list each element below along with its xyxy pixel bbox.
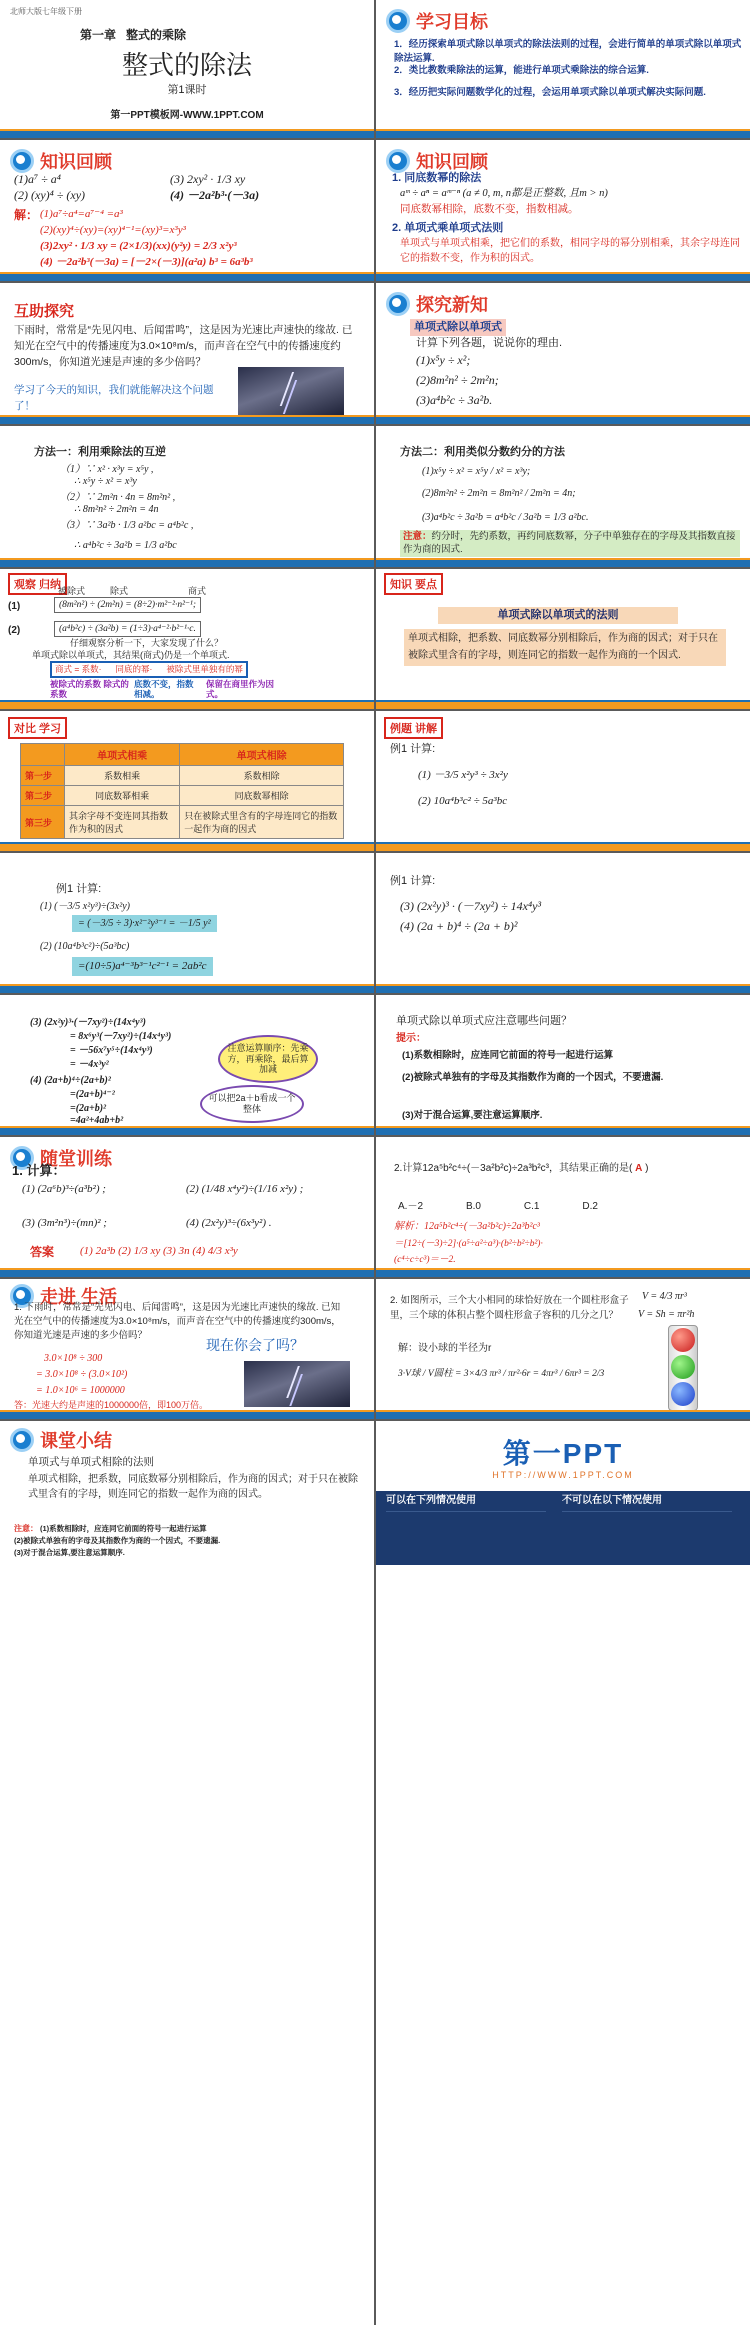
practice-2: (2) (1/48 x⁴y²)÷(1/16 x²y) ; xyxy=(186,1183,304,1195)
slide-bar xyxy=(0,842,374,851)
summary-note-2: (2)被除式单独有的字母及其指数作为商的一个因式，不要遗漏. xyxy=(14,1536,221,1545)
slide-title: 整式的除法 xyxy=(121,51,252,80)
hint-label: 提示： xyxy=(396,1033,426,1044)
bullet-icon xyxy=(10,1428,34,1452)
review-slide xyxy=(0,140,374,281)
blue-ball xyxy=(671,1382,695,1406)
review-heading: 知识回顾 xyxy=(10,148,112,174)
method-1-slide xyxy=(0,426,374,567)
row-5 xyxy=(0,569,750,710)
solution-line-3: (c⁴÷c÷c³)＝－2. xyxy=(394,1255,456,1265)
practice-slide xyxy=(0,1137,374,1277)
div-step-3: 只在被除式里含有的字母连同它的指数一起作为商的因式 xyxy=(180,806,344,839)
example-label: 例1 计算: xyxy=(56,883,102,895)
m2-line-2: (2)8m²n² ÷ 2m²n = 8m²n² / 2m²n = 4n; xyxy=(422,488,576,499)
mul-step-3: 其余字母不变连同其指数作为积的因式 xyxy=(65,806,180,839)
attention-2: (2)被除式单独有的字母及其指数作为商的一个因式，不要遗漏. xyxy=(402,1072,664,1083)
practice-heading: 随堂训练 xyxy=(10,1145,112,1171)
task-3: (3)a⁴b²c ÷ 3a²b. xyxy=(416,393,493,407)
example-label: 例1 计算: xyxy=(390,875,436,887)
practice-answers: (1) 2a³b (2) 1/3 xy (3) 3n (4) 4/3 x³y xyxy=(80,1245,238,1257)
solve-label: 解： xyxy=(14,208,39,222)
explore-new-heading: 探究新知 xyxy=(386,291,488,317)
slide-bar xyxy=(0,700,374,709)
slide-bar xyxy=(0,1268,374,1277)
example-label: 例1 计算: xyxy=(390,743,436,755)
ball-solution: 解：设小球的半径为r xyxy=(398,1343,492,1354)
brand-logo: 第一PPT xyxy=(502,1438,624,1469)
key-point-slide xyxy=(376,569,750,709)
slide-bar xyxy=(0,129,374,138)
order-note-cloud: 注意运算顺序：先乘方，再乘除，最后算加减 xyxy=(218,1035,318,1083)
publisher: 北师大版七年级下册 xyxy=(10,7,82,16)
cylinder-image xyxy=(668,1325,698,1411)
dividend-header: 被除式 xyxy=(58,586,86,596)
choice-b[interactable]: B.0 xyxy=(465,1201,481,1212)
slide-bar xyxy=(376,842,750,851)
usage-panel xyxy=(376,1491,750,1565)
observe-slide xyxy=(0,569,374,709)
slide-bar xyxy=(0,1126,374,1135)
attention-3: (3)对于混合运算,要注意运算顺序. xyxy=(402,1110,543,1121)
row-10 xyxy=(0,1279,750,1420)
can-use-list xyxy=(386,1511,546,1561)
can-use-title: 可以在下列情况使用 xyxy=(386,1495,476,1506)
solution-line-2: ＝[12÷(－3)÷2]·(a⁵÷a²÷a³)·(b²÷b²÷b²)· xyxy=(394,1239,543,1249)
rule-1-title: 1. 同底数幂的除法 xyxy=(392,172,482,184)
example-slide xyxy=(376,711,750,851)
slide-bar xyxy=(376,1410,750,1419)
summary-note-1: (1)系数相除时，应连同它前面的符号一起进行运算 xyxy=(40,1524,207,1533)
calc-line-2: = 3.0×10⁸ ÷ (3.0×10²) xyxy=(36,1369,128,1380)
goals-slide xyxy=(376,0,750,138)
example-solution-slide xyxy=(0,853,374,993)
example-1: (1) (－3/5 x²y³)÷(3x²y) xyxy=(40,901,130,912)
slide-bar xyxy=(376,415,750,424)
m2-line-3: (3)a⁴b²c ÷ 3a²b = a⁴b²c / 3a²b = 1/3 a²bc. xyxy=(422,512,589,523)
row-11 xyxy=(0,1421,750,2325)
life-answer: 答：光速大约是声速的1000000倍，即100万倍。 xyxy=(14,1400,209,1410)
step-3b: = －56x⁷y⁵÷(14x⁴y³) xyxy=(70,1045,153,1056)
rule-title: 单项式除以单项式的法则 xyxy=(438,607,678,624)
explore-hint: 学习了今天的知识，我们就能解决这个问题了！ xyxy=(14,384,214,412)
goal-1: 1．经历探索单项式除以单项式的除法法则的过程，会进行简单的单项式除以单项式除法运算. xyxy=(394,39,742,65)
method-2-title: 方法二：利用类似分数约分的方法 xyxy=(400,446,565,458)
quotient-header: 商式 xyxy=(188,586,207,596)
quotient-rule: 单项式除以单项式，其结果(商式)仍是一个单项式. xyxy=(32,650,230,660)
slide-bar xyxy=(0,984,374,993)
practice-label: 1. 计算： xyxy=(12,1163,66,1178)
cannot-use-list xyxy=(562,1511,732,1561)
div-step-1: 系数相除 xyxy=(180,766,344,786)
question-1: (1)a⁷ ÷ a⁴ xyxy=(14,172,61,186)
cannot-use-title: 不可以在以下情况使用 xyxy=(562,1495,662,1506)
slide-bar xyxy=(0,415,374,424)
observe-row-2: (a⁴b²c) ÷ (3a²b) = (1÷3)·a⁴⁻²·b²⁻¹·c. xyxy=(54,621,201,637)
step-4c: =4a²+4ab+b² xyxy=(70,1115,124,1126)
lightning-image xyxy=(238,367,344,415)
ball-problem-slide xyxy=(376,1279,750,1419)
ball-calc: 3·V球 / V圆柱 = 3×4/3 πr³ / πr²·6r = 4πr³ / 6πr³ = 2/3 xyxy=(398,1369,605,1379)
m1-line-1b: ∴ x⁵y ÷ x² = x³y xyxy=(74,476,137,487)
example-tag: 例题 讲解 xyxy=(384,717,443,739)
mul-step-1: 系数相乘 xyxy=(65,766,180,786)
explore-question: 下雨时，常常是“先见闪电、后闻雷鸣”，这是因为光速比声速快的缘故. 已知光在空气中的传播速度为3.0×10⁸m/s，而声音在空气中的传播速度约300m/s，你知道光速是声速的多少倍吗？ xyxy=(14,324,353,368)
new-knowledge-slide xyxy=(376,283,750,424)
step-2: 第二步 xyxy=(21,786,65,806)
row-8 xyxy=(0,995,750,1136)
compare-table xyxy=(20,743,344,839)
step-1: 第一步 xyxy=(21,766,65,786)
question-4: (4) －2a²b³·(－3a) xyxy=(170,188,260,202)
step-4b: =(2a+b)² xyxy=(70,1103,107,1114)
choice-list xyxy=(398,1199,598,1214)
slide-bar xyxy=(376,700,750,709)
power-formula: aᵐ ÷ aⁿ = aᵐ⁻ⁿ (a ≠ 0, m, n都是正整数, 且m > n) xyxy=(400,188,608,199)
compare-tag: 对比 学习 xyxy=(8,717,67,739)
example-3: (3) (2x²y)³ · (－7xy²) ÷ 14x⁴y³ xyxy=(400,899,542,913)
answer-label: 答案 xyxy=(30,1245,55,1259)
slide-bar xyxy=(376,272,750,281)
slide-bar xyxy=(376,129,750,138)
step-4a: =(2a+b)⁴⁻² xyxy=(70,1089,115,1100)
practice-3: (3) (3m²n³)÷(mn)² ; xyxy=(22,1217,107,1229)
answer-3: (3)2xy² · 1/3 xy = (2×1/3)(xx)(y²y) = 2/3 x²y³ xyxy=(40,240,237,252)
slide-bar xyxy=(0,1410,374,1419)
solution-line-1: 解析：12a⁵b²c⁴÷(－3a²b²c)÷2a³b²c³ xyxy=(394,1221,540,1232)
m1-line-2: （2）∵ 2m²n · 4n = 8m²n² , xyxy=(60,492,176,503)
question-3: (3) 2xy² · 1/3 xy xyxy=(170,172,246,186)
rule-1-text: 同底数幂相除，底数不变，指数相减。 xyxy=(400,203,579,215)
life-heading: 走进 生活 xyxy=(10,1283,117,1309)
goal-2: 2．类比教数乘除法的运算，能进行单项式乘除法的综合运算. xyxy=(394,65,649,76)
ball-question: 2. 如图所示，三个大小相同的球恰好放在一个圆柱形盒子里，三个球的体积占整个圆柱形盒子容积的几分之几？ xyxy=(390,1295,629,1322)
summary-heading: 课堂小结 xyxy=(10,1427,112,1453)
compare-slide xyxy=(0,711,374,851)
task-prompt: 计算下列各题，说说你的理由. xyxy=(416,337,563,349)
m1-line-3b: ∴ a⁴b²c ÷ 3a²b = 1/3 a²bc xyxy=(74,540,177,551)
example-3: (3) (2x²y)³·(－7xy²)÷(14x⁴y³) xyxy=(30,1017,146,1028)
example-2: (2) 10a⁴b³c² ÷ 5a³bc xyxy=(418,795,508,807)
mul-header: 单项式相乘 xyxy=(65,744,180,766)
attention-1: (1)系数相除时，应连同它前面的符号一起进行运算 xyxy=(402,1050,614,1061)
slide-bar xyxy=(0,558,374,567)
summary-subtitle: 单项式与单项式相除的法则 xyxy=(28,1456,154,1468)
method-1-title: 方法一：利用乘除法的互逆 xyxy=(34,446,166,458)
attention-question: 单项式除以单项式应注意哪些问题？ xyxy=(396,1015,572,1027)
answer-4: (4) －2a²b³(－3a) = [－2×(－3)](a²a) b³ = 6a³b³ xyxy=(40,256,253,268)
cylinder-volume: V = Sh = πr²h xyxy=(638,1309,695,1320)
solution-1: = (－3/5 ÷ 3)·x²⁻²y³⁻¹ = －1/5 y² xyxy=(72,915,217,932)
practice-2-question: 2.计算12a⁵b²c⁴÷(－3a²b²c)÷2a³b²c³，其结果正确的是( A ) xyxy=(394,1163,649,1174)
think-prompt: 仔细观察分析一下，大家发现了什么？ xyxy=(70,638,224,648)
slide-bar xyxy=(376,1268,750,1277)
slide-bar xyxy=(376,1126,750,1135)
div-header: 单项式相除 xyxy=(180,744,344,766)
task-2: (2)8m²n² ÷ 2m²n; xyxy=(416,373,499,387)
row-3 xyxy=(0,283,750,425)
step-3: 第三步 xyxy=(21,806,65,839)
summary-rule: 单项式相除，把系数，同底数幂分别相除后，作为商的因式；对于只在被除式里含有的字母，则连同它的指数一起作为商的因式。 xyxy=(28,1474,358,1500)
summary-note-label: 注意： xyxy=(14,1524,38,1533)
key-point-tag: 知识 要点 xyxy=(384,573,443,595)
title-slide xyxy=(0,0,374,138)
example-4: (4) (2a+b)⁴÷(2a+b)² xyxy=(30,1075,111,1086)
m1-line-2b: ∴ 8m²n² ÷ 2m²n = 4n xyxy=(74,504,159,515)
observe-tag: 观察 归纳 xyxy=(8,573,67,595)
choice-a[interactable]: A.－2 xyxy=(398,1201,424,1212)
green-ball xyxy=(671,1355,695,1379)
example-continued-slide xyxy=(376,853,750,993)
observe-row-1: (8m²n²) ÷ (2m²n) = (8÷2)·m²⁻²·n²⁻¹; xyxy=(54,597,201,613)
rule-2-text: 单项式与单项式相乘，把它们的系数，相同字母的幂分别相乘，其余字母连同它的指数不变，作为积的因式。 xyxy=(400,238,740,264)
summary-slide xyxy=(0,1421,374,1565)
calc-line-3: = 1.0×10⁶ = 1000000 xyxy=(36,1385,125,1396)
attention-slide xyxy=(376,995,750,1135)
example-1: (1) －3/5 x²y³ ÷ 3x²y xyxy=(418,769,508,781)
footer-text: 第一PPT模板网-WWW.1PPT.COM xyxy=(110,110,264,121)
divisor-header: 除式 xyxy=(110,586,129,596)
row-4 xyxy=(0,426,750,568)
review-rules-slide xyxy=(376,140,750,281)
step-3a: = 8x⁶y³(－7xy²)÷(14x⁴y³) xyxy=(70,1031,172,1042)
single-note: 保留在商里作为因式。 xyxy=(206,679,275,700)
answer-1: (1)a⁷÷a⁴=a⁷⁻⁴ =a³ xyxy=(40,208,123,220)
rule-text: 单项式相除，把系数、同底数幂分别相除后，作为商的因式；对于只在被除式里含有的字母，则连同它的指数一起作为商的一个因式. xyxy=(404,629,726,666)
slide-bar xyxy=(0,272,374,281)
now-can-you: 现在你会了吗？ xyxy=(206,1337,304,1353)
chapter-label: 第一章 整式的乘除 xyxy=(80,28,187,42)
div-step-2: 同底数幂相除 xyxy=(180,786,344,806)
bullet-icon xyxy=(386,292,410,316)
choice-d[interactable]: D.2 xyxy=(582,1201,598,1212)
life-question: 1. 下雨时，常常是“先见闪电、后闻雷鸣”，这是因为光速比声速快的缘故. 已知光在空气中的传播速度为3.0×10⁸m/s，而声音在空气中的传播速度约300m/s，你知道光速是声速的多少倍吗？ xyxy=(14,1302,341,1341)
coef-note: 被除式的系数 除式的系数 xyxy=(50,679,129,700)
explore-heading: 互助探究 xyxy=(14,303,75,320)
step-3c: = －4x³y² xyxy=(70,1059,109,1070)
goal-3: 3．经历把实际问题数学化的过程，会运用单项式除以单项式解决实际问题. xyxy=(394,87,706,98)
row-label-1: (1) xyxy=(8,601,21,612)
m1-line-3: （3）∵ 3a²b · 1/3 a²bc = a⁴b²c , xyxy=(60,520,194,531)
summary-note-3: (3)对于混合运算,要注意运算顺序. xyxy=(14,1548,125,1557)
brand-slide xyxy=(376,1421,750,1565)
quotient-formula: 商式 = 系数· 同底的幂· 被除式里单独有的幂 xyxy=(50,661,248,678)
brand-url[interactable]: HTTP://WWW.1PPT.COM xyxy=(492,1470,634,1480)
goals-heading: 学习目标 xyxy=(386,8,488,34)
example-4: (4) (2a + b)⁴ ÷ (2a + b)² xyxy=(400,919,518,933)
question-2: (2) (xy)⁴ ÷ (xy) xyxy=(14,188,86,202)
practice-4: (4) (2x²y)³÷(6x³y²) . xyxy=(186,1217,272,1229)
lightning-image xyxy=(244,1361,350,1407)
row-2 xyxy=(0,140,750,282)
lesson-label: 第1课时 xyxy=(167,84,207,96)
mul-step-2: 同底数幂相乘 xyxy=(65,786,180,806)
row-label-2: (2) xyxy=(8,625,21,636)
slide-bar xyxy=(376,558,750,567)
m2-line-1: (1)x⁵y ÷ x² = x⁵y / x² = x³y; xyxy=(422,466,531,477)
explore-slide xyxy=(0,283,374,424)
method-2-note: 注意：约分时，先约系数，再约同底数幂，分子中单独存在的字母及其指数直接作为商的因式. xyxy=(400,530,740,557)
slide-bar xyxy=(376,984,750,993)
method-2-slide xyxy=(376,426,750,567)
topic-badge: 单项式除以单项式 xyxy=(410,319,506,336)
review-heading: 知识回顾 xyxy=(386,148,488,174)
bullet-icon xyxy=(386,9,410,33)
row-9 xyxy=(0,1137,750,1278)
sphere-volume: V = 4/3 πr³ xyxy=(642,1291,687,1302)
rule-2-title: 2. 单项式乘单项式法则 xyxy=(392,222,504,234)
example-2: (2) (10a⁴b³c²)÷(5a³bc) xyxy=(40,941,130,952)
practice-2-slide xyxy=(376,1137,750,1277)
practice-1: (1) (2a⁶b)³÷(a³b²) ; xyxy=(22,1183,106,1195)
task-1: (1)x⁵y ÷ x²; xyxy=(416,353,471,367)
calc-line-1: 3.0×10⁸ ÷ 300 xyxy=(44,1353,103,1364)
answer-2: (2)(xy)⁴÷(xy)=(xy)⁴⁻¹=(xy)³=x³y³ xyxy=(40,224,186,236)
row-7 xyxy=(0,853,750,994)
choice-c[interactable]: C.1 xyxy=(523,1201,540,1212)
life-slide xyxy=(0,1279,374,1419)
example-34-solution-slide xyxy=(0,995,374,1135)
whole-note-cloud: 可以把2a＋b看成一个整体 xyxy=(200,1085,304,1123)
solution-2: =(10÷5)a⁴⁻³b³⁻¹c²⁻¹ = 2ab²c xyxy=(72,957,213,976)
row-6 xyxy=(0,711,750,852)
m1-line-1: （1）∵ x² · x³y = x⁵y , xyxy=(60,464,154,475)
exp-note: 底数不变，指数相减。 xyxy=(134,679,194,700)
red-ball xyxy=(671,1328,695,1352)
